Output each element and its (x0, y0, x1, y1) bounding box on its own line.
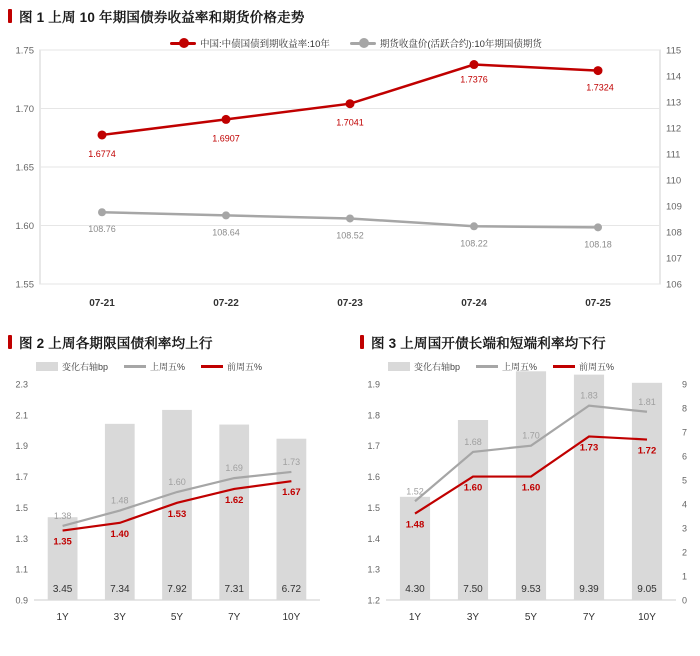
legend-line-red-icon (201, 365, 223, 368)
left-axis-tick: 1.5 (15, 502, 28, 513)
figure-3-title (360, 332, 700, 352)
left-axis-tick: 2.1 (15, 410, 28, 421)
legend-item-futures (350, 36, 542, 50)
figure-1 (0, 6, 700, 326)
series-futures-point (222, 211, 230, 219)
left-axis-tick: 1.70 (15, 104, 34, 115)
figure-1-legend (170, 36, 556, 50)
series-prevweek-label: 1.40 (110, 528, 130, 540)
series-prevweek-label: 1.60 (521, 482, 541, 494)
right-axis-tick: 0 (682, 595, 688, 606)
bar-value-label: 7.50 (463, 584, 483, 595)
x-axis-tick: 07-22 (213, 298, 239, 309)
x-axis-tick: 10Y (282, 612, 301, 623)
figure-1-svg (0, 28, 700, 324)
series-futures-label: 108.76 (88, 224, 116, 235)
right-axis-tick: 4 (682, 499, 688, 510)
bar (162, 410, 192, 600)
bar-value-label: 3.45 (52, 584, 73, 595)
series-yield-label: 1.6907 (212, 133, 240, 144)
x-axis-tick: 5Y (524, 612, 538, 623)
series-yield-label: 1.7041 (336, 117, 364, 128)
legend-item-lastweek (476, 360, 537, 373)
series-lastweek-label: 1.60 (168, 477, 186, 487)
series-futures-label: 108.52 (336, 230, 364, 241)
series-prevweek-label: 1.53 (167, 508, 187, 520)
right-axis-tick: 107 (666, 253, 682, 265)
figure-1-title-text: 图 1 上周 10 年期国债券收益率和期货价格走势 (19, 10, 305, 25)
legend-label-change: 变化右轴bp (62, 362, 109, 372)
title-accent-bar (8, 9, 12, 23)
right-axis-tick: 108 (666, 227, 682, 239)
series-lastweek-label: 1.48 (111, 495, 129, 506)
right-axis-tick: 8 (682, 403, 688, 414)
series-yield-label: 1.7376 (460, 74, 488, 85)
series-futures-label: 108.22 (460, 238, 488, 249)
series-prevweek-label: 1.73 (579, 442, 599, 454)
figure-1-plot (0, 28, 700, 324)
bar-value-label: 9.39 (579, 584, 599, 595)
bar (105, 424, 135, 600)
figure-2-title (8, 332, 344, 352)
legend-label-yield: 中国:中债国债到期收益率:10年 (200, 39, 330, 50)
legend-item-prevweek (553, 360, 614, 373)
legend-line-grey-icon (124, 365, 146, 368)
bar (574, 375, 604, 600)
x-axis-tick: 10Y (638, 612, 656, 623)
bar (219, 425, 249, 600)
bar-value-label: 7.92 (167, 584, 187, 595)
bar-value-label: 7.34 (110, 584, 130, 595)
left-axis-tick: 0.9 (15, 595, 28, 606)
series-futures-label: 108.18 (584, 239, 612, 250)
legend-label-lastweek: 上周五% (150, 362, 186, 372)
series-prevweek-label: 1.67 (282, 487, 301, 499)
right-axis-tick: 106 (666, 279, 682, 291)
right-axis-tick: 9 (682, 379, 688, 390)
x-axis-tick: 07-24 (461, 298, 487, 309)
series-futures-point (98, 208, 106, 216)
series-futures-point (470, 222, 478, 230)
figure-3-svg (352, 356, 700, 652)
right-axis-tick: 6 (682, 451, 688, 462)
series-futures-point (594, 223, 602, 231)
figure-2 (0, 332, 344, 654)
right-axis-tick: 114 (666, 71, 682, 83)
series-yield-point (222, 115, 231, 124)
left-axis-tick: 1.9 (367, 379, 380, 390)
x-axis-tick: 1Y (56, 612, 69, 623)
series-yield-label: 1.6774 (88, 148, 116, 159)
left-axis-tick: 1.7 (367, 441, 380, 452)
bar-value-label: 6.72 (281, 584, 302, 595)
legend-line-red-icon (553, 365, 575, 368)
right-axis-tick: 115 (666, 45, 682, 57)
figure-2-svg (0, 356, 344, 652)
left-axis-tick: 1.6 (367, 472, 380, 483)
right-axis-tick: 2 (682, 547, 688, 558)
figure-2-legend (36, 360, 278, 373)
series-yield-point (470, 60, 479, 69)
legend-item-yield (170, 36, 330, 50)
series-prevweek-label: 1.48 (405, 519, 425, 531)
figure-2-title-text: 图 2 上周各期限国债利率均上行 (19, 336, 213, 351)
bar (632, 383, 662, 600)
legend-swatch-bar-icon (388, 362, 410, 371)
series-yield-point (594, 66, 603, 75)
legend-line-red-icon (170, 42, 196, 45)
legend-item-change (388, 360, 460, 373)
series-prevweek-label: 1.62 (224, 494, 244, 506)
series-prevweek-label: 1.60 (463, 482, 483, 494)
series-futures-point (346, 214, 354, 222)
legend-label-change: 变化右轴bp (414, 362, 461, 372)
title-accent-bar (360, 335, 364, 349)
left-axis-tick: 1.65 (15, 162, 34, 174)
right-axis-tick: 111 (666, 149, 681, 161)
right-axis-tick: 113 (666, 97, 682, 109)
right-axis-tick: 7 (682, 427, 688, 438)
series-prevweek-label: 1.35 (53, 536, 72, 548)
x-axis-tick: 07-23 (337, 298, 363, 309)
bar (458, 420, 488, 600)
x-axis-tick: 1Y (408, 612, 422, 623)
right-axis-tick: 112 (666, 123, 682, 135)
right-axis-tick: 110 (666, 175, 682, 187)
left-axis-tick: 1.5 (367, 502, 380, 513)
legend-label-prevweek: 前周五% (579, 362, 615, 372)
left-axis-tick: 1.75 (15, 45, 34, 57)
series-prevweek-label: 1.72 (637, 445, 657, 457)
bar-value-label: 4.30 (405, 584, 425, 595)
left-axis-tick: 1.3 (15, 533, 28, 544)
legend-item-change (36, 360, 108, 373)
left-axis-tick: 1.55 (15, 279, 34, 291)
bar-value-label: 9.53 (521, 584, 541, 595)
series-lastweek-label: 1.73 (282, 456, 301, 467)
x-axis-tick: 7Y (582, 612, 596, 623)
bar-value-label: 7.31 (224, 584, 244, 595)
series-yield-label: 1.7324 (586, 82, 614, 93)
series-yield-point (98, 130, 107, 139)
title-accent-bar (8, 335, 12, 349)
legend-label-futures: 期货收盘价(活跃合约):10年期国债期货 (379, 39, 542, 50)
x-axis-tick: 7Y (228, 612, 241, 623)
x-axis-tick: 07-25 (585, 298, 611, 309)
x-axis-tick: 07-21 (89, 298, 115, 309)
left-axis-tick: 1.1 (15, 564, 28, 575)
x-axis-tick: 5Y (170, 612, 184, 623)
legend-line-grey-icon (476, 365, 498, 368)
right-axis-tick: 1 (682, 571, 688, 582)
legend-item-prevweek (201, 360, 262, 373)
left-axis-tick: 1.2 (367, 595, 380, 606)
legend-item-lastweek (124, 360, 185, 373)
series-lastweek-label: 1.38 (53, 510, 72, 521)
figure-3-plot (352, 356, 700, 652)
figure-3 (352, 332, 700, 654)
legend-label-prevweek: 前周五% (227, 362, 263, 372)
right-axis-tick: 3 (682, 523, 688, 534)
left-axis-tick: 1.8 (367, 410, 380, 421)
left-axis-tick: 1.7 (15, 472, 28, 483)
figure-1-title (8, 6, 700, 26)
figure-3-title-text: 图 3 上周国开债长端和短端利率均下行 (371, 336, 606, 351)
series-yield-point (346, 99, 355, 108)
left-axis-tick: 1.9 (15, 441, 28, 452)
series-lastweek-label: 1.52 (406, 486, 424, 497)
x-axis-tick: 3Y (113, 612, 126, 623)
series-lastweek-label: 1.83 (580, 390, 598, 401)
right-axis-tick: 5 (682, 475, 688, 486)
right-axis-tick: 109 (666, 201, 682, 213)
series-lastweek-label: 1.81 (638, 396, 656, 407)
legend-line-grey-icon (350, 42, 376, 45)
series-lastweek-label: 1.70 (522, 430, 540, 441)
figure-3-legend (388, 360, 630, 373)
left-axis-tick: 1.4 (367, 533, 380, 544)
left-axis-tick: 2.3 (15, 379, 28, 390)
figure-2-plot (0, 356, 344, 652)
left-axis-tick: 1.60 (15, 221, 34, 232)
bar-value-label: 9.05 (637, 584, 657, 595)
legend-swatch-bar-icon (36, 362, 58, 371)
series-lastweek-label: 1.68 (464, 436, 482, 447)
left-axis-tick: 1.3 (367, 564, 380, 575)
x-axis-tick: 3Y (466, 612, 480, 623)
series-lastweek-label: 1.69 (225, 463, 243, 474)
legend-label-lastweek: 上周五% (502, 362, 538, 372)
series-futures-label: 108.64 (212, 227, 240, 238)
